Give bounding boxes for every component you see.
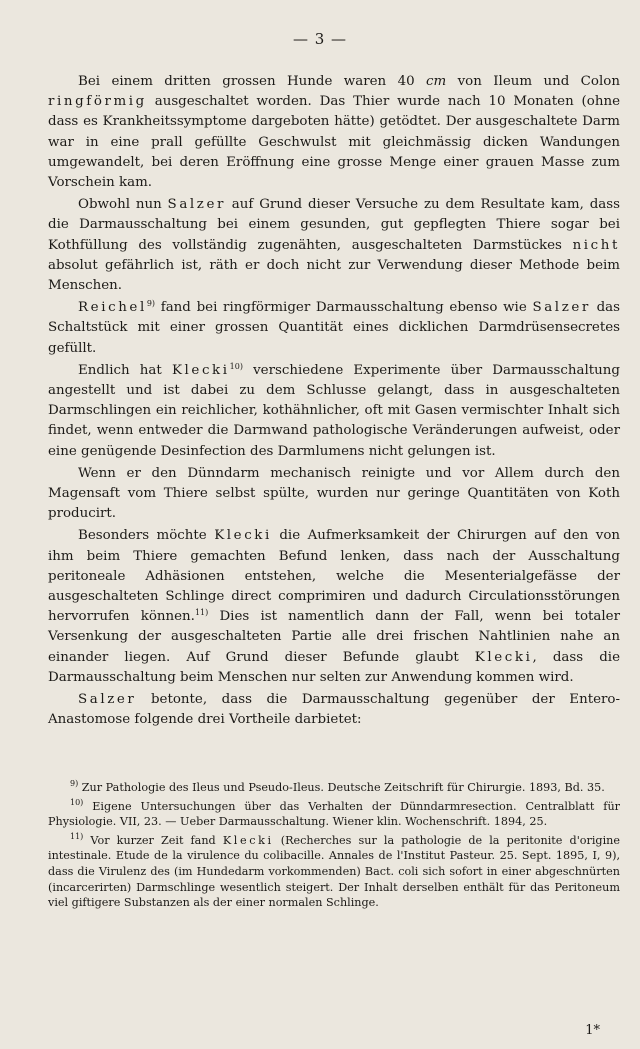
footnotes <box>48 780 620 911</box>
footnote <box>48 799 620 830</box>
paragraph <box>48 464 620 525</box>
spaced-name: Klecki <box>222 833 274 847</box>
main-text <box>48 72 620 731</box>
footnote-marker: 11) <box>194 608 209 618</box>
text-run: betonte, dass die Darmausschaltung gegenüber der Entero-Anastomose folgende drei Vortheile darbietet: <box>48 692 620 728</box>
text-run: Obwohl nun <box>78 197 168 213</box>
page-number: — 3 — <box>292 30 348 48</box>
spaced-name: Salzer <box>78 692 137 708</box>
text-run: , dass die Darmausschaltung beim Menschen nur selten zur Anwendung kommen wird. <box>48 649 620 685</box>
text-run: die Aufmerksamkeit der Chirurgen auf den von ihm beim Thiere gemachten Befund lenken, dass nach der Ausschaltung peritoneale Adhäsionen entstehen, welche die Mesenterialgefässe der ausgeschalteten Schlinge direct comprimiren und dadurch Circulationsstörungen hervorrufen können. <box>48 528 621 625</box>
text-run: (Recherches sur la pathologie de la peritonite d'origine intestinale. Etude de la virulence du colibacille. Annales de l'Institut Pasteur. 25. Sept. 1895, I, 9), dass die Virulenz des (im Hundedarm vorkommenden) Bact. coli sich sofort in einer abgeschnürten (incarcerirten) Darmschlinge wesentlich steigert. Der Inhalt derselben enthält für das Peritoneum viel giftigere Substanzen als der einer normalen Schlinge. <box>48 833 620 910</box>
text-run: Vor kurzer Zeit fand <box>83 833 223 847</box>
spaced-name: ringförmig <box>48 94 147 110</box>
paragraph <box>48 195 620 296</box>
text-run: ausgeschaltet worden. Das Thier wurde nach 10 Monaten (ohne dass es Krankheitssymptome dargeboten hätte) getödtet. Der ausgeschaltete Darm war in eine prall gefüllte Geschwulst mit gleichmässig dicken Wandungen umgewandelt, bei deren Eröffnung eine grosse Menge einer grauen Masse zum Vorschein kam. <box>48 94 620 191</box>
footnote <box>48 833 620 911</box>
text-run: das Schaltstück mit einer grossen Quantität eines dicklichen Darmdrüsensecretes gefüllt. <box>48 300 621 356</box>
text-run: Bei einem dritten grossen Hunde waren <box>78 74 398 89</box>
spaced-name: Salzer <box>167 197 226 213</box>
signature-mark: 1* <box>585 1023 600 1038</box>
text-run: Besonders möchte <box>78 528 215 544</box>
paragraph <box>48 526 620 688</box>
text-run: fand bei ringförmiger Darmausschaltung ebenso wie <box>155 300 533 316</box>
spaced-name: nicht <box>572 237 620 253</box>
spaced-name: Klecki <box>171 362 230 378</box>
text-run: auf Grund dieser Versuche zu dem Resultate kam, dass die Darmausschaltung bei einem gesunden, gut gepflegten Thiere sogar bei Kothfüllung des vollständig zugenähten, ausgeschalteten Darmstückes <box>48 197 620 253</box>
paragraph <box>48 361 620 462</box>
text-run: Zur Pathologie des Ileus und Pseudo-Ileus. Deutsche Zeitschrift für Chirurgie. 1893, Bd. 35. <box>78 781 605 794</box>
spaced-name: Salzer <box>532 300 591 316</box>
text-run: absolut gefährlich ist, räth er doch nicht zur Verwendung dieser Methode beim Menschen. <box>48 257 620 294</box>
unit-text: cm <box>414 74 447 89</box>
text-run: Eigene Untersuchungen über das Verhalten der Dünndarmresection. Centralblatt für Physiologie. VII, 23. — Ueber Darmausschaltung. Wiener klin. Wochenschrift. 1894, 25. <box>48 799 620 829</box>
text-run: Dies ist namentlich dann der Fall, wenn bei totaler Versenkung der ausgeschalteten Partie alle drei frischen Nahtlinien nahe an einander liegen. Auf Grund dieser Befunde glaubt <box>48 609 620 665</box>
footnote-marker: 10) <box>229 361 243 371</box>
spaced-name: Reichel <box>78 300 147 316</box>
footnote <box>48 780 620 796</box>
paragraph <box>48 690 620 730</box>
paragraph <box>48 72 620 193</box>
text-run: Endlich hat <box>78 362 172 378</box>
spaced-name: Klecki <box>474 649 533 665</box>
footnote-marker: 9) <box>70 779 79 788</box>
text-run: verschiedene Experimente über Darmausschaltung angestellt und ist dabei zu dem Schlusse gelangt, dass in ausgeschalteten Darmschlingen ein reichlicher, kothähnlicher, oft mit Gasen vermischter Inhalt sich findet, wenn entweder die Darmwand pathologische Veränderungen aufweist, oder eine genügende Desinfection des Darmlumens nicht gelungen ist. <box>48 362 620 459</box>
footnote-marker: 10) <box>70 797 84 807</box>
footnote-marker: 11) <box>70 831 84 841</box>
spaced-name: Klecki <box>214 528 272 544</box>
footnote-marker: 9) <box>146 299 156 309</box>
paragraph <box>48 298 620 359</box>
text-run: von Ileum und Colon <box>446 74 620 89</box>
text-run: 40 <box>397 74 415 89</box>
text-run: Wenn er den Dünndarm mechanisch reinigte und vor Allem durch den Magensaft vom Thiere selbst spülte, wurden nur geringe Quantitäten von Koth producirt. <box>48 465 620 522</box>
